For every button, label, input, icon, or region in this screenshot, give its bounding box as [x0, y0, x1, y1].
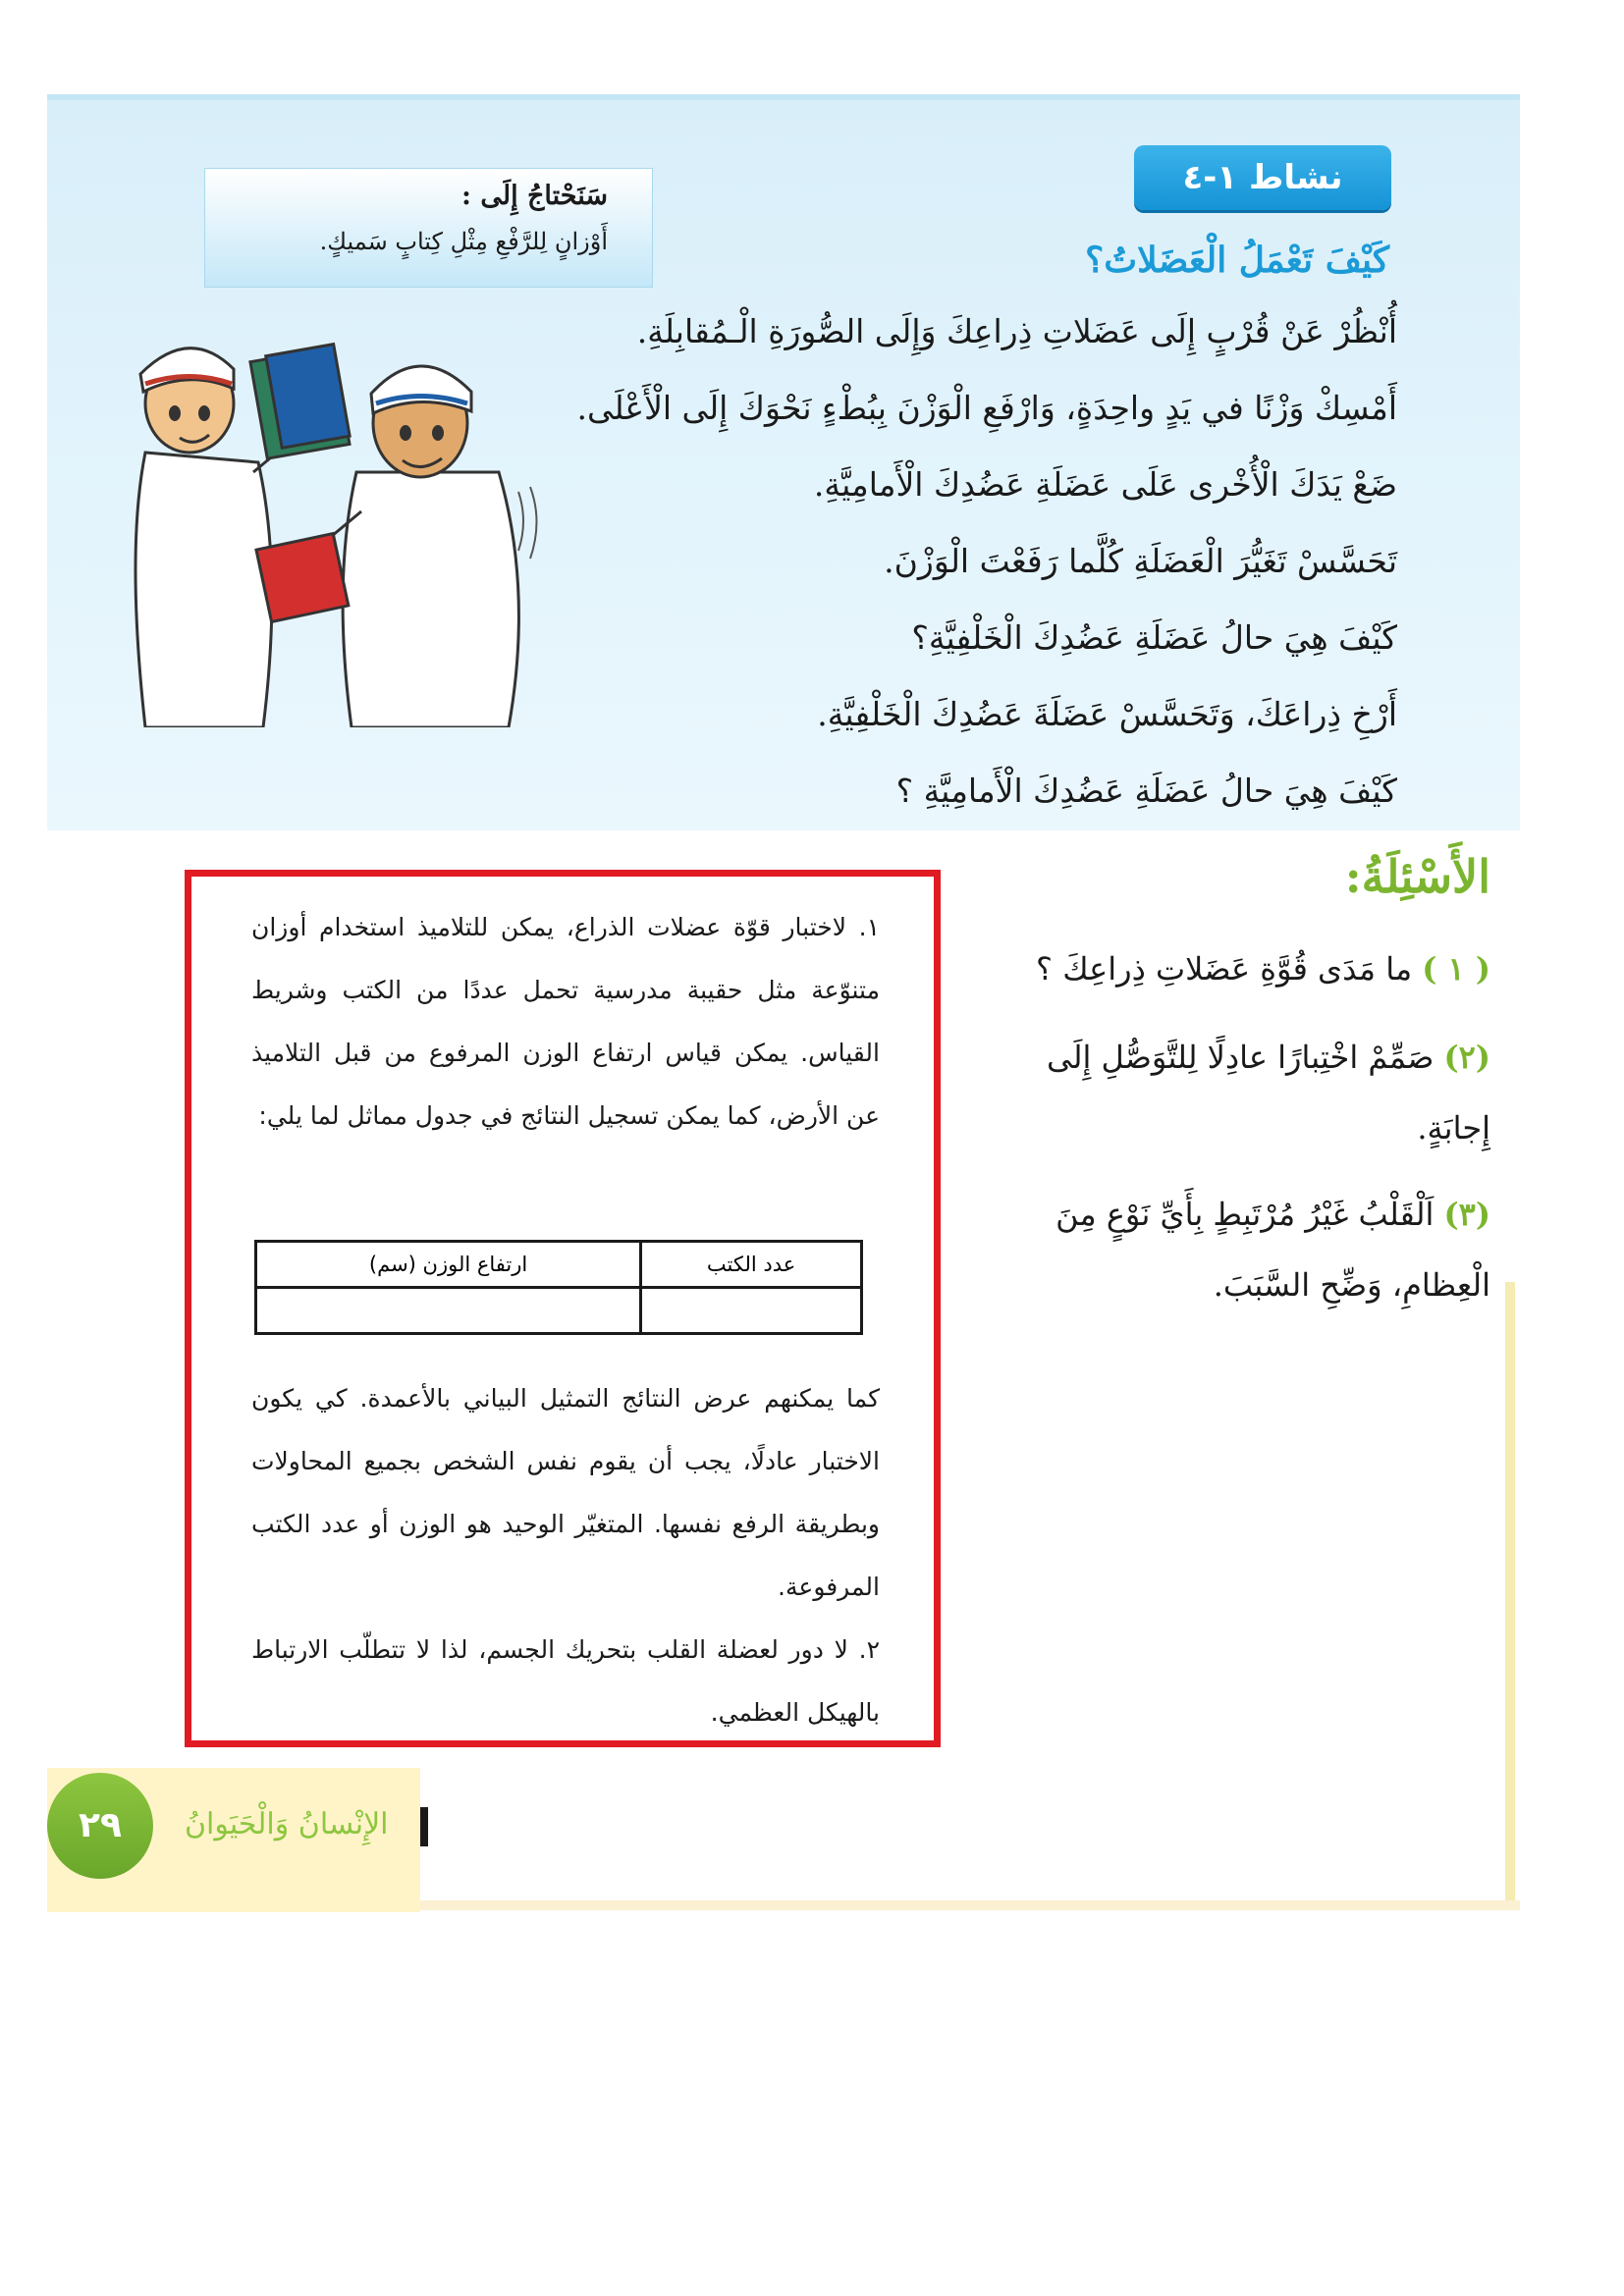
question-item: [990, 1179, 1490, 1320]
instruction-line: أُنْظُرْ عَنْ قُرْبٍ إِلَى عَضَلاتِ ذِراعِكَ وَإِلَى الصُّورَةِ الْـمُقابِلَةِ.: [636, 312, 1397, 350]
activity-panel: [47, 94, 1520, 830]
footer-line: [420, 1900, 1520, 1910]
table-header-books: عدد الكتب: [641, 1242, 862, 1288]
answer-paragraph-1: ١. لاختبار قوّة عضلات الذراع، يمكن للتلاميذ استخدام أوزان متنوّعة مثل حقيبة مدرسية تحمل عددًا من الكتب وشريط القياس. يمكن قياس ارتفاع الوزن المرفوع من قبل التلاميذ عن الأرض، كما يمكن تسجيل النتائج في جدول مماثل لما يلي:: [251, 913, 880, 1130]
materials-box: [204, 168, 653, 288]
question-text: صَمِّمْ اخْتِبارًا عادِلًا لِلتَّوَصُّلِ إِلَى إِجابَةٍ.: [1047, 1039, 1490, 1147]
question-text: ما مَدَى قُوَّةِ عَضَلاتِ ذِراعِكَ ؟: [1036, 950, 1413, 988]
table-header-row: [256, 1242, 862, 1288]
questions-title: الأَسْئِلَةُ:: [1344, 850, 1490, 903]
question-item: [990, 934, 1490, 1004]
answer-paragraph-2: كما يمكنهم عرض النتائج التمثيل البياني بالأعمدة. كي يكون الاختبار عادلًا، يجب أن يقوم نفس الشخص بجميع المحاولات وبطريقة الرفع نفسها. المتغيّر الوحيد هو الوزن أو عدد الكتب المرفوعة.: [251, 1384, 880, 1601]
instruction-line: كَيْفَ هِيَ حالُ عَضَلَةِ عَضُدِكَ الْخَلْفِيَّةِ؟: [911, 618, 1397, 657]
instruction-line: أَمْسِكْ وَزْنًا في يَدٍ واحِدَةٍ، وَارْفَعِ الْوَزْنَ بِبُطْءٍ نَحْوَكَ إِلَى الْأَعْلَى.: [576, 389, 1397, 427]
activity-heading: كَيْفَ تَعْمَلُ الْعَضَلاتُ؟: [1085, 240, 1389, 281]
chapter-divider: [420, 1807, 428, 1846]
question-text: اَلْقَلْبُ غَيْرُ مُرْتَبِطٍ بِأَيِّ نَوْعٍ مِنَ الْعِظامِ، وَضِّحِ السَّبَبَ.: [1056, 1196, 1490, 1304]
instruction-line: أَرْخِ ذِراعَكَ، وَتَحَسَّسْ عَضَلَةَ عَضُدِكَ الْخَلْفِيَّةِ.: [817, 695, 1397, 733]
page-edge-stripe: [1505, 1282, 1515, 1910]
materials-title: سَنَحْتاجُ إِلَى :: [460, 181, 608, 211]
table-row: [256, 1288, 862, 1334]
question-item: [990, 1022, 1490, 1163]
page-number: ٢٩: [47, 1773, 153, 1879]
textbook-page: [47, 94, 1520, 1912]
question-number: (٣): [1443, 1196, 1490, 1233]
table-cell: [256, 1288, 641, 1334]
table-header-height: ارتفاع الوزن (سم): [256, 1242, 641, 1288]
instruction-line: ضَعْ يَدَكَ الْأُخْرى عَلَى عَضَلَةِ عَضُدِكَ الْأَمامِيَّةِ.: [813, 465, 1397, 504]
chapter-title: الإِنْسانُ وَالْحَيَوانُ: [185, 1807, 389, 1842]
question-number: (٢): [1443, 1039, 1490, 1076]
question-number: ( ١ ): [1422, 950, 1490, 988]
results-table: [254, 1240, 863, 1335]
activity-badge: نشاط ١-٤: [1134, 145, 1391, 210]
instruction-line: تَحَسَّسْ تَغَيُّرَ الْعَضَلَةِ كُلَّما رَفَعْتَ الْوَزْنَ.: [884, 542, 1397, 580]
panel-edge: [47, 94, 1520, 100]
answer-paragraph-3: ٢. لا دور لعضلة القلب بتحريك الجسم، لذا لا تتطلّب الارتباط بالهيكل العظمي.: [251, 1635, 880, 1727]
boys-illustration: [86, 315, 558, 727]
answer-key-box: [185, 870, 941, 1747]
table-cell: [641, 1288, 862, 1334]
materials-item: أَوْزانٍ لِلرَّفْعِ مِثْلِ كِتابٍ سَميكٍ.: [319, 228, 608, 255]
instruction-line: كَيْفَ هِيَ حالُ عَضَلَةِ عَضُدِكَ الْأَمامِيَّةِ ؟: [895, 772, 1397, 810]
